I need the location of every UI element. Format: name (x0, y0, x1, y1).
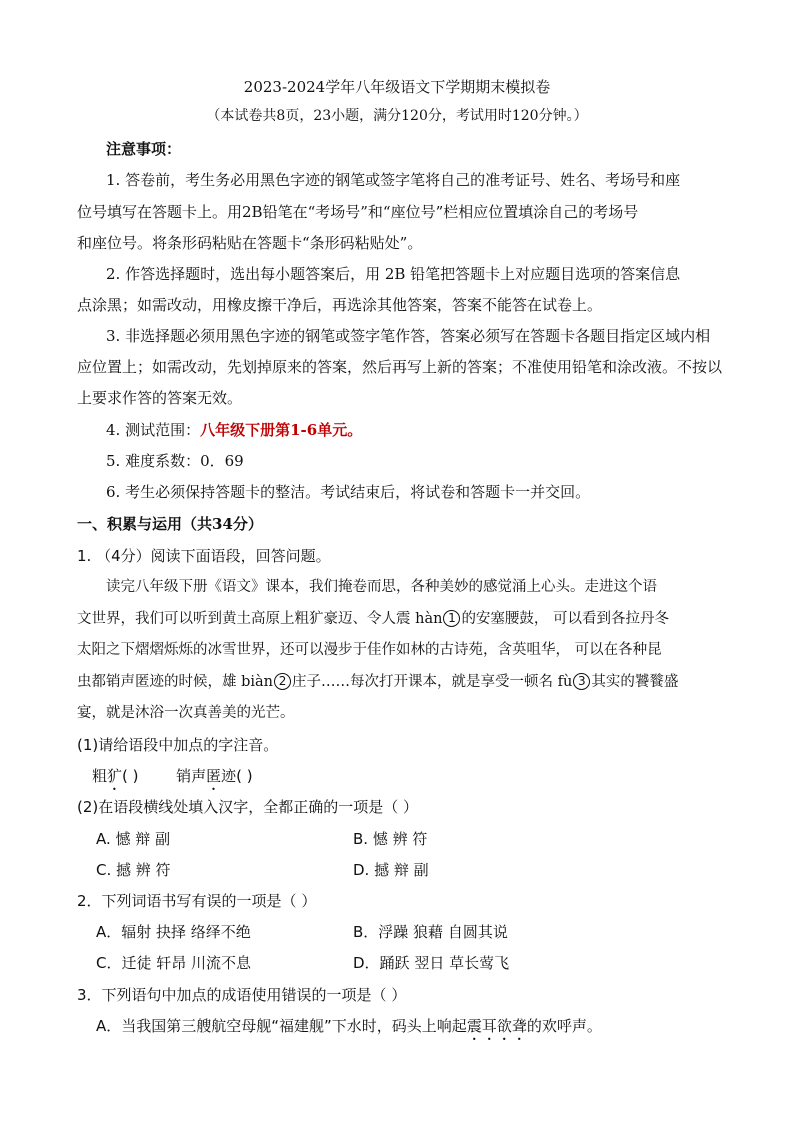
section-1-heading: 一、积累与运用（共34分） (77, 515, 263, 533)
blank-marker-1: 1 (443, 610, 460, 627)
notice-item-5: 5. 难度系数：0．69 (106, 452, 244, 470)
notice-item-1-line-3: 和座位号。将条形码粘贴在答题卡“条形码粘贴处”。 (77, 234, 423, 252)
word-text: 销声 (176, 767, 207, 785)
q2-option-b: B．浮躁 狼藉 自圆其说 (353, 923, 508, 941)
blank-marker-2: 2 (274, 673, 291, 690)
question-3-stem: 3．下列语句中加点的成语使用错误的一项是（ ） (77, 986, 407, 1004)
dotted-char: 匿 (206, 767, 222, 785)
passage-line-1: 读完八年级下册《语文》课本，我们掩卷而思，各种美妙的感觉涌上心头。走进这个语 (106, 579, 657, 595)
notice-item-4-prefix: 4. 测试范围： (106, 421, 201, 439)
test-scope: 八年级下册第1-6单元。 (200, 421, 363, 439)
dotted-char: 犷 (107, 767, 123, 785)
notice-item-3-line-1: 3. 非选择题必须用黑色字迹的钢笔或签字笔作答，答案必须写在答题卡各题目指定区域内相 (106, 327, 711, 345)
passage-text: 的安塞腰鼓， 可以看到各拉丹冬 (461, 611, 670, 627)
notice-item-1-line-1: 1. 答卷前，考生务必用黑色字迹的钢笔或签字笔将自己的准考证号、姓名、考场号和座 (106, 171, 681, 189)
notice-item-2-line-2: 点涂黑；如需改动，用橡皮擦干净后，再选涂其他答案，答案不能答在试卷上。 (77, 296, 603, 314)
notice-item-6: 6. 考生必须保持答题卡的整洁。考试结束后，将试卷和答题卡一并交回。 (106, 483, 591, 501)
notice-item-4 (106, 420, 362, 440)
word-text: 迹 (221, 767, 237, 785)
passage-text: 文世界，我们可以听到黄土高原上粗犷豪迈、令人震 hàn (77, 611, 443, 627)
pinyin-items (92, 766, 253, 794)
notice-item-3-line-3: 上要求作答的答案无效。 (77, 389, 243, 407)
passage-line-2 (77, 609, 669, 629)
notice-item-2-line-1: 2. 作答选择题时，选出每小题答案后，用 2B 铅笔把答题卡上对应题目选项的答案信息 (106, 265, 681, 283)
question-2-stem: 2．下列词语书写有误的一项是（ ） (77, 892, 317, 910)
passage-line-4 (77, 672, 678, 692)
question-1-stem: 1. （4分）阅读下面语段，回答问题。 (77, 547, 331, 565)
q1-option-c: C. 撼 辨 符 (96, 861, 171, 879)
pinyin-blank-1: ( ) (122, 767, 139, 785)
q3-option-a (96, 1016, 602, 1044)
notice-item-3-line-2: 应位置上；如需改动，先划掉原来的答案，然后再写上新的答案；不准使用铅笔和涂改液。不按以 (77, 358, 723, 376)
q1-option-a: A. 憾 辩 副 (96, 830, 171, 848)
blank-marker-3: 3 (573, 673, 590, 690)
q2-option-a: A．辐射 抉择 络绎不绝 (96, 923, 251, 941)
notice-item-1-line-2: 位号填写在答题卡上。用2B铅笔在“考场号”和“座位号”栏相应位置填涂自己的考场号 (77, 203, 639, 221)
pinyin-blank-2: ( ) (236, 767, 253, 785)
q2-option-d: D．踊跃 翌日 草长莺飞 (353, 954, 510, 972)
word-text: 粗 (92, 767, 108, 785)
exam-subtitle: （本试卷共8页，23小题，满分120分，考试用时120分钟。） (206, 108, 588, 124)
option-text: 的欢呼声。 (526, 1017, 602, 1035)
option-text: A．当我国第三艘航空母舰“福建舰”下水时，码头上响起 (96, 1017, 467, 1035)
passage-text: 其实的饕餮盛 (591, 674, 679, 690)
dotted-idiom: 震耳欲聋 (466, 1017, 527, 1035)
passage-text: 庄子……每次打开课本，就是享受一顿名 fù (292, 674, 573, 690)
passage-text: 虫都销声匿迹的时候，雄 biàn (77, 674, 274, 690)
passage-line-3: 太阳之下熠熠烁烁的冰雪世界，还可以漫步于佳作如林的古诗苑，含英咀华， 可以在各种昆 (77, 642, 662, 658)
question-1-sub-1: (1)请给语段中加点的字注音。 (77, 736, 279, 754)
q2-option-c: C．迁徒 轩昂 川流不息 (96, 954, 252, 972)
passage-line-5: 宴，就是沐浴一次真善美的光芒。 (77, 705, 295, 721)
exam-title: 2023-2024学年八年级语文下学期期末模拟卷 (243, 78, 551, 96)
q1-option-d: D. 撼 辩 副 (353, 861, 429, 879)
notice-heading: 注意事项： (106, 140, 182, 158)
question-1-sub-2: (2)在语段横线处填入汉字，全都正确的一项是（ ） (77, 798, 419, 816)
q1-option-b: B. 憾 辨 符 (353, 830, 428, 848)
